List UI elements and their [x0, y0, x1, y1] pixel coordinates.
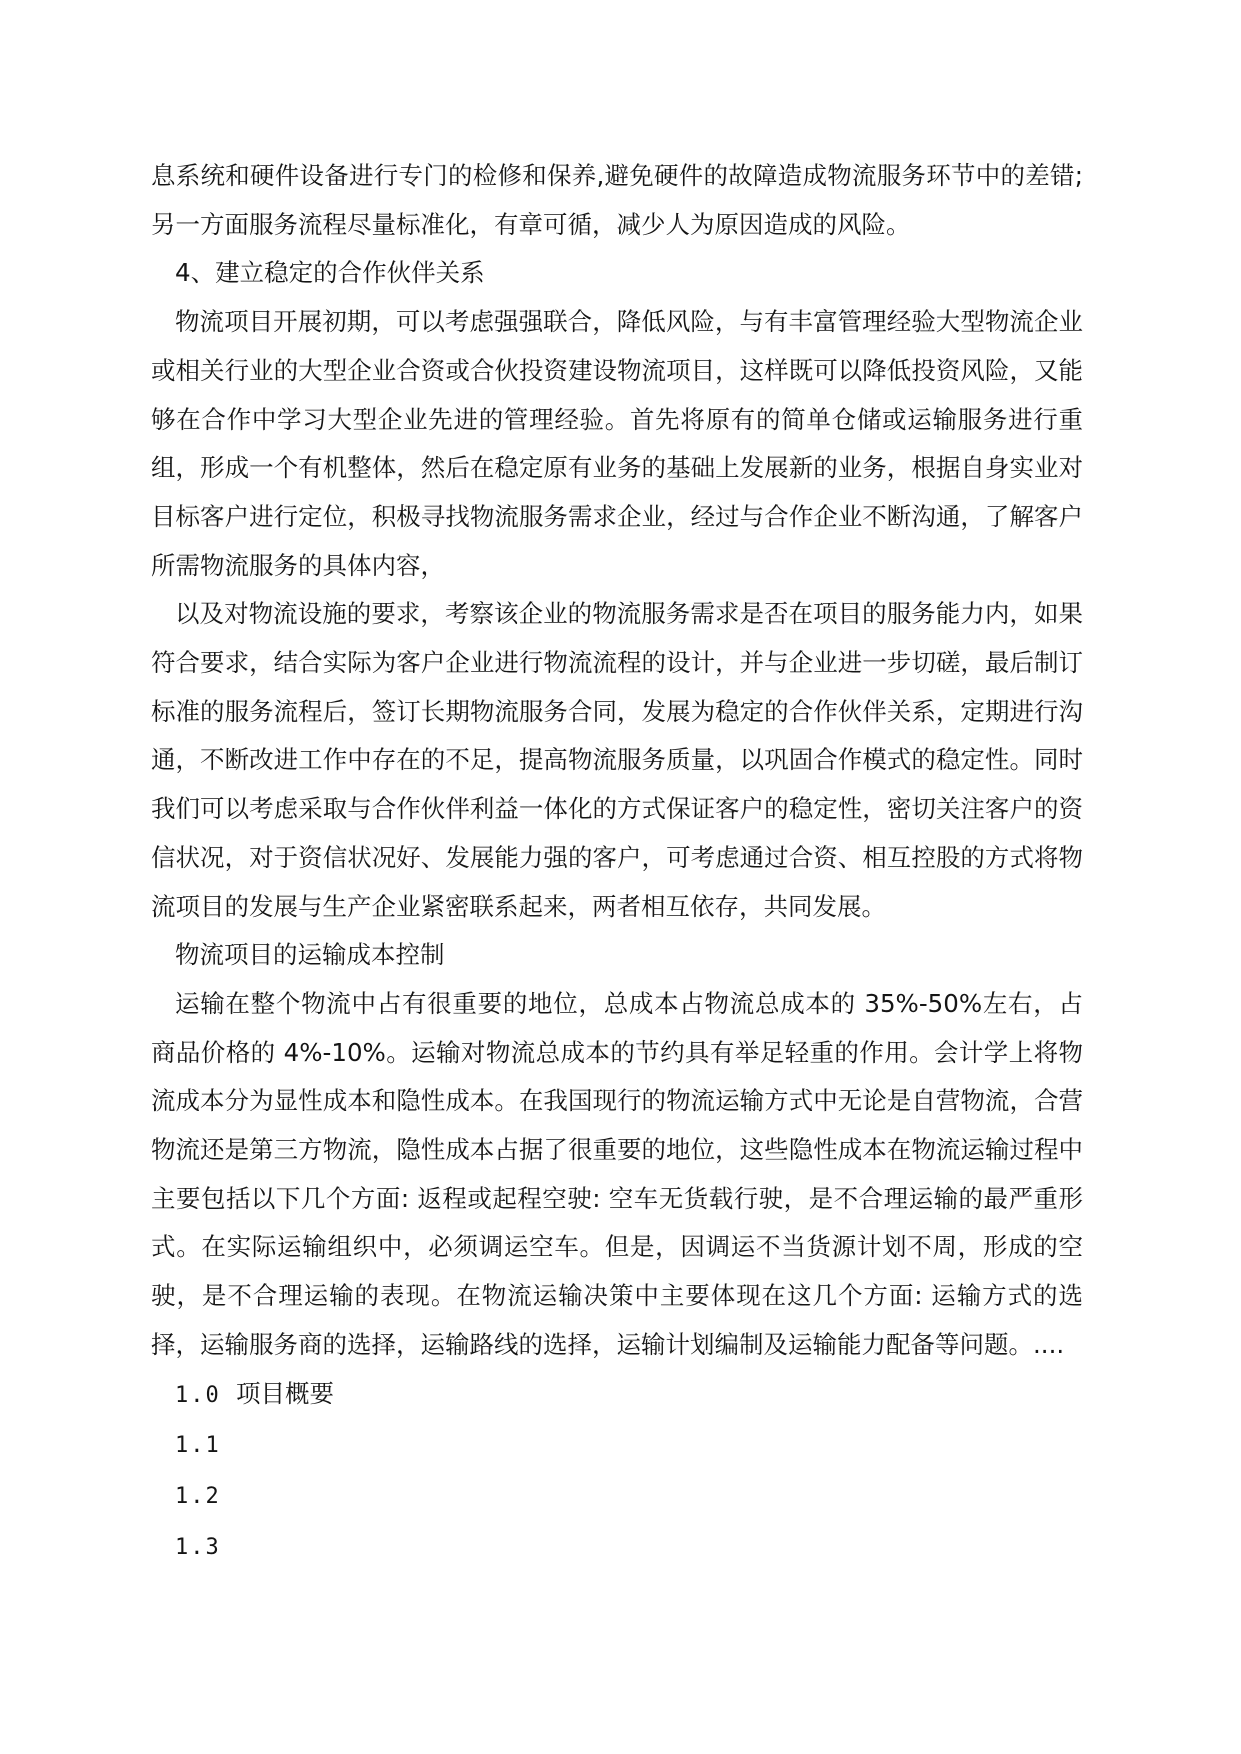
toc-number: 1.1 [175, 1433, 221, 1459]
paragraph-continuation: 息系统和硬件设备进行专门的检修和保养,避免硬件的故障造成物流服务环节中的差错;另一方面服务流程尽量标准化，有章可循，减少人为原因造成的风险。 [151, 161, 1083, 239]
toc-item [151, 1370, 1083, 1421]
document-body [151, 152, 1083, 1572]
paragraph-partnership-intro: 物流项目开展初期，可以考虑强强联合，降低风险，与有丰富管理经验大型物流企业或相关行业的大型企业合资或合伙投资建设物流项目，这样既可以降低投资风险，又能够在合作中学习大型企业先进的管理经验。首先将原有的简单仓储或运输服务进行重组，形成一个有机整体，然后在稳定原有业务的基础上发展新的业务，根据自身实业对目标客户进行定位，积极寻找物流服务需求企业，经过与合作企业不断沟通，了解客户所需物流服务的具体内容， [151, 307, 1083, 580]
toc-label: 项目概要 [236, 1378, 334, 1408]
toc-item [151, 1420, 1083, 1471]
section-heading-transport-cost: 物流项目的运输成本控制 [175, 940, 445, 970]
section-heading-partnership: 4、建立稳定的合作伙伴关系 [175, 258, 485, 288]
toc-number: 1.3 [175, 1534, 221, 1560]
toc-item [151, 1471, 1083, 1522]
paragraph-partnership-requirements: 以及对物流设施的要求，考察该企业的物流服务需求是否在项目的服务能力内，如果符合要求，结合实际为客户企业进行物流流程的设计，并与企业进一步切磋，最后制订标准的服务流程后，签订长期物流服务合同，发展为稳定的合作伙伴关系，定期进行沟通，不断改进工作中存在的不足，提高物流服务质量，以巩固合作模式的稳定性。同时我们可以考虑采取与合作伙伴利益一体化的方式保证客户的稳定性，密切关注客户的资信状况，对于资信状况好、发展能力强的客户，可考虑通过合资、相互控股的方式将物流项目的发展与生产企业紧密联系起来，两者相互依存，共同发展。 [151, 599, 1083, 921]
toc-number: 1.2 [175, 1483, 221, 1509]
table-of-contents [151, 1370, 1083, 1573]
paragraph-transport-cost: 运输在整个物流中占有很重要的地位，总成本占物流总成本的 35%-50%左右，占商品价格的 4%-10%。运输对物流总成本的节约具有举足轻重的作用。会计学上将物流成本分为显性成本和隐性成本。在我国现行的物流运输方式中无论是自营物流，合营物流还是第三方物流，隐性成本占据了很重要的地位，这些隐性成本在物流运输过程中主要包括以下几个方面: 返程或起程空驶: 空车无货载行驶，是不合理运输的最严重形式。在实际运输组织中，必须调运空车。但是，因调运不当货源计划不周，形成的空驶，是不合理运输的表现。在物流运输决策中主要体现在这几个方面: 运输方式的选择，运输服务商的选择，运输路线的选择，运输计划编制及运输能力配备等问题。.... [151, 988, 1083, 1359]
toc-item [151, 1522, 1083, 1573]
toc-number: 1.0 [175, 1382, 221, 1408]
